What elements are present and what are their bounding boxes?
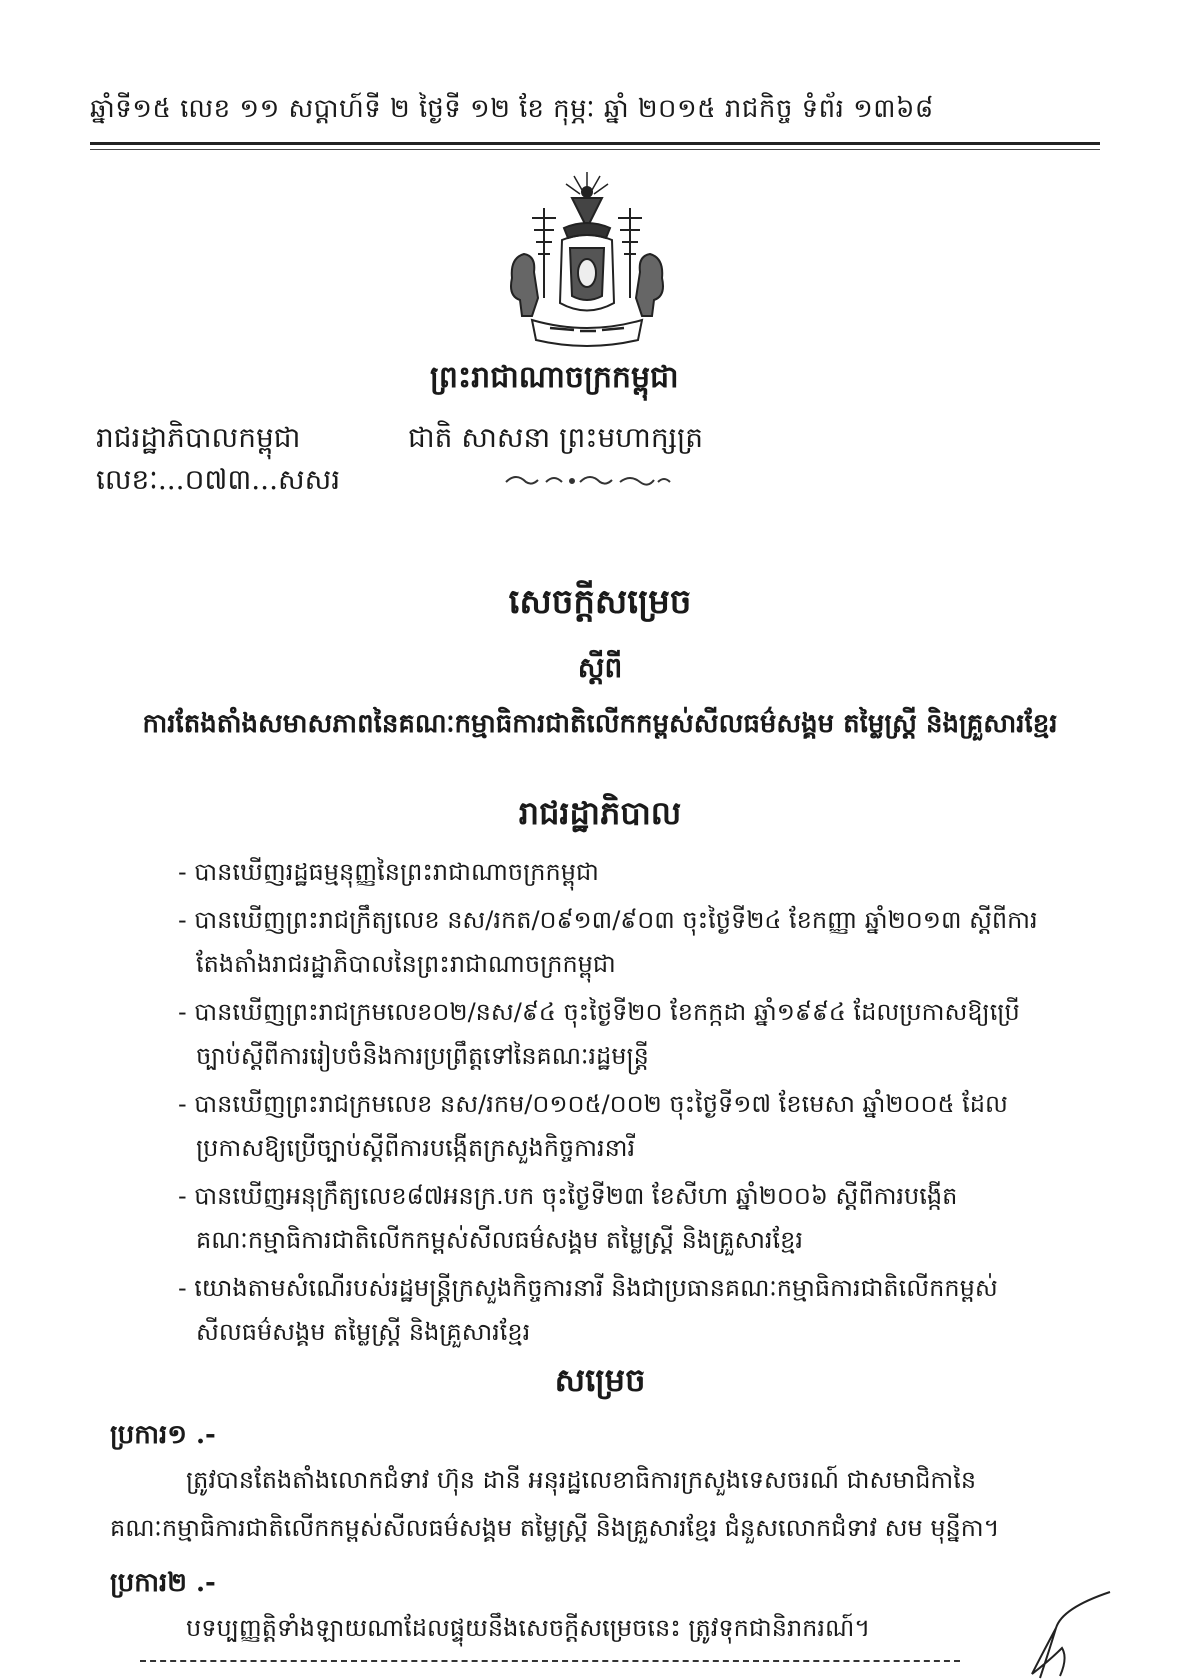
government-name: រាជរដ្ឋាភិបាលកម្ពុជា: [96, 421, 301, 454]
decision-title-block: [140, 580, 1060, 745]
document-about-label: ស្តីពី: [577, 651, 623, 684]
national-motto: ជាតិ សាសនា ព្រះមហាក្សត្រ: [408, 421, 704, 454]
recital-item: - យោងតាមសំណើរបស់រដ្ឋមន្ត្រីក្រសួងកិច្ចការនារី និងជាប្រធានគណៈកម្មាធិការជាតិលើកកម្ពស់សីលធម៌សង្គម តម្លៃស្ត្រី និងគ្រួសារខ្មែរ: [178, 1274, 998, 1346]
document-number: លេខៈ...០៧៣...សសរ: [96, 463, 341, 496]
recital-item: - បានឃើញព្រះរាជក្រឹត្យលេខ នស/រកត/០៩១៣/៩០៣ ចុះថ្ងៃទី២៤ ខែកញ្ញា ឆ្នាំ២០១៣ ស្តីពីការតែងតាំងរាជរដ្ឋាភិបាលនៃព្រះរាជាណាចក្រកម្ពុជា: [178, 906, 1038, 978]
recital-item: - បានឃើញព្រះរាជក្រមលេខ នស/រកម/០១០៥/០០២ ចុះថ្ងៃទី១៧ ខែមេសា ឆ្នាំ២០០៥ ដែលប្រកាសឱ្យប្រើច្បាប់ស្តីពីការបង្កើតក្រសួងកិច្ចការនារី: [178, 1090, 1008, 1162]
article-2-body: បទប្បញ្ញត្តិទាំងឡាយណាដែលផ្ទុយនឹងសេចក្តីសម្រេចនេះ ត្រូវទុកជានិរាករណ៍។: [186, 1614, 871, 1642]
header-rule: [90, 142, 1100, 145]
recital-item: - បានឃើញរដ្ឋធម្មនុញ្ញនៃព្រះរាជាណាចក្រកម្ពុជា: [178, 858, 599, 886]
royal-coat-of-arms-icon: [492, 168, 682, 348]
recital-item: - បានឃើញអនុក្រឹត្យលេខ៨៧អនក្រ.បក ចុះថ្ងៃទី២៣ ខែសីហា ឆ្នាំ២០០៦ ស្តីពីការបង្កើតគណៈកម្មាធិការជាតិលើកកម្ពស់សីលធម៌សង្គម តម្លៃស្ត្រី និងគ្រួសារខ្មែរ: [178, 1182, 958, 1254]
document-type-title: សេចក្តីសម្រេច: [508, 582, 692, 622]
recitals-list: [178, 850, 1058, 1358]
issuing-authority: រាជរដ្ឋាភិបាល: [518, 794, 682, 832]
kingdom-name: ព្រះរាជាណាចក្រកម្ពុជា: [430, 360, 679, 395]
header-rule-thin: [90, 149, 1100, 150]
article-1-heading: ប្រការ១ .-: [110, 1420, 216, 1450]
article-2-heading: ប្រការ២ .-: [110, 1568, 216, 1598]
document-subject: ការតែងតាំងសមាសភាពនៃគណៈកម្មាធិការជាតិលើកកម្ពស់សីលធម៌សង្គម តម្លៃស្ត្រី និងគ្រួសារខ្មែរ: [142, 709, 1058, 739]
recital-item: - បានឃើញព្រះរាជក្រមលេខ០២/នស/៩៤ ចុះថ្ងៃទី២០ ខែកក្កដា ឆ្នាំ១៩៩៤ ដែលប្រកាសឱ្យប្រើច្បាប់ស្តីពីការរៀបចំនិងការប្រព្រឹត្តទៅនៃគណៈរដ្ឋមន្ត្រី: [178, 998, 1020, 1070]
decorative-divider-icon: [502, 470, 672, 490]
gazette-header: ឆ្នាំទី១៥ លេខ ១១ សប្តាហ៍ទី ២ ថ្ងៃទី ១២ ខែ កុម្ភៈ ឆ្នាំ ២០១៥ រាជកិច្ច ទំព័រ ១៣៦៨: [90, 94, 934, 124]
decides-heading: សម្រេច: [554, 1361, 646, 1399]
handwritten-signature-icon: [1010, 1588, 1120, 1680]
footer-rule: [140, 1660, 960, 1662]
article-1-body: ត្រូវបានតែងតាំងលោកជំទាវ ហ៊ុន ដានី អនុរដ្ឋលេខាធិការក្រសួងទេសចរណ៍ ជាសមាជិកានៃគណៈកម្មាធិការជាតិលើកកម្ពស់សីលធម៌សង្គម តម្លៃស្ត្រី និងគ្រួសារខ្មែរ ជំនួសលោកជំទាវ សម មុន្នីកា។: [110, 1466, 1000, 1542]
